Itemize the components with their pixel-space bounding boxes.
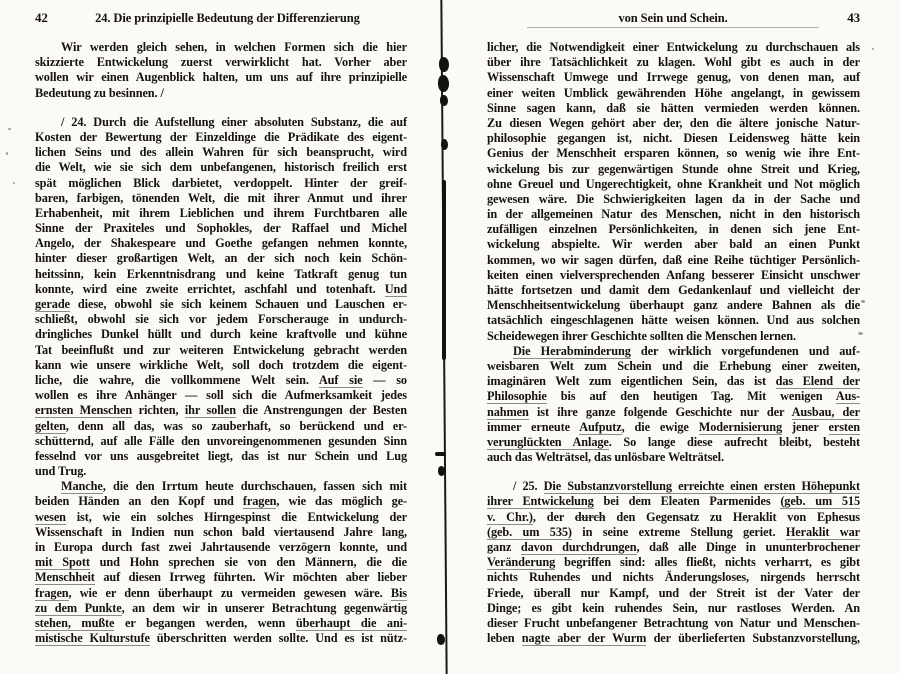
text-line: Tat beeinflußt und zur weiteren Entwickelung gebracht werden — [35, 342, 407, 357]
text-line: mistische Kulturstufe überschritten werden sollte. Und es ist nütz- — [35, 631, 407, 646]
text-line: auch das Welträtsel, das unlösbare Welträtsel. — [487, 450, 724, 465]
scan-speck — [8, 128, 11, 130]
text-line: in Europa durch fast zwei Jahrtausende verzögern konnte, und — [35, 540, 407, 554]
text-line: Philosophie bis auf den heutigen Tag. Mit wenigen Aus- — [487, 389, 860, 404]
ink-blob — [442, 180, 446, 360]
running-title-left: 24. Die prinzipielle Bedeutung der Differenzierung — [95, 11, 360, 25]
text-line: hinter dieser großartigen Welt, an der sich noch kein Schön- — [35, 251, 407, 266]
text-line: leben nagte aber der Wurm der überlieferten Substanzvorstellung, — [487, 631, 860, 646]
text-line: / 25. Die Substanzvorstellung erreichte einen ersten Höhepunkt — [513, 479, 860, 494]
text-line: fragen, wie er denn überhaupt zu vermeiden gewesen wäre. Bis — [35, 585, 407, 600]
text-line: mit Spott und Hohn sprechen sie von den Männern, die die — [35, 555, 407, 570]
text-line: fesselnd vor uns ausgebreitet liegt, das ist nur Schein und Lug — [35, 448, 407, 463]
text-line: wollen wir einen Augenblick halten, um uns auf ihre prinzipielle — [35, 70, 407, 85]
ink-blob — [441, 139, 448, 150]
text-line: Friede, überall nur Kampf, und der Streit ist der Vater der — [487, 585, 860, 600]
text-line: Erhabenheit, mit ihrem Lieblichen und ihrem Furchtbaren alle — [35, 205, 407, 220]
text-line: Die Herabminderung der wirklich vorgefundenen und auf- — [513, 343, 860, 358]
text-line: keiten einen vielversprechenden Anfang besserer Einsicht unschwer — [487, 267, 860, 282]
text-line: Wir werden gleich sehen, in welchen Formen sich die hier — [61, 40, 407, 54]
text-line: wollen es ihre Anhänger — soll sich die Aufmerksamkeit jedes — [35, 388, 407, 403]
paragraph — [487, 344, 860, 466]
text-line: Sinne der Praxiteles und Sophokles, der Raffael und Michel — [35, 221, 407, 236]
page-number-left: 42 — [35, 10, 48, 25]
text-line: zufälligen einzelnen Persönlichkeiten, in denen sich jene Ent- — [487, 222, 860, 237]
text-line: weisbaren Welt zum Schein und die Erhebung einer zweiten, — [487, 358, 860, 373]
scan-speck — [861, 300, 865, 303]
text-line: zu dem Punkte, an dem wir in unserer Betrachtung gegenwärtig — [35, 600, 407, 615]
running-title-right: von Sein und Schein. — [527, 11, 819, 28]
text-line: über ihre Tatsächlichkeit zu klagen. Wohl gibt es auch in der — [487, 55, 860, 70]
scan-speck — [858, 332, 863, 335]
running-header-left — [35, 10, 407, 26]
text-line: und Trug. — [35, 464, 87, 479]
text-line: tatsächlich eingeschlagenen hätte weisen können. Und aus solchen — [487, 313, 860, 328]
text-line: gerade diese, obwohl sie sich keinem Schauen und Lauschen er- — [35, 297, 407, 311]
text-line: Menschheitsentwickelung überhaupt ganz andere Bahnen als die — [487, 298, 860, 313]
text-line: ernsten Menschen richten, ihr sollen die Anstrengungen der Besten — [35, 403, 407, 418]
ink-blob — [435, 452, 446, 456]
text-line: baren, farbigen, tönenden Welt, die mit ihrer Anmut und ihrer — [35, 190, 407, 205]
text-line: Kosten der Bewertung der Einzeldinge die Prädikate des eigent- — [35, 129, 407, 144]
paragraph — [35, 479, 407, 646]
text-line: ihrer Entwickelung bei dem Eleaten Parmenides (geb. um 515 — [487, 494, 861, 509]
text-line: ganz davon durchdrungen, daß alle Dinge in ununterbrochener — [487, 540, 860, 554]
text-line: nahmen ist ihre ganze folgende Geschichte nur der Ausbau, der — [487, 404, 860, 419]
text-line: Manche, die den Irrtum heute durchschauen, fassen sich mit — [61, 479, 407, 494]
ink-blob — [440, 95, 448, 106]
scan-speck — [13, 182, 15, 184]
text-column-left — [35, 40, 407, 646]
ink-blob — [437, 634, 445, 645]
text-line: v. Chr.), der durch den Gegensatz zu Heraklit von Ephesus — [487, 509, 860, 524]
scan-speck — [872, 48, 874, 50]
text-line: Dinge; es gibt kein ruhendes Sein, nur rastloses Werden. An — [487, 600, 860, 615]
page-right — [450, 0, 900, 674]
text-line: wickelung abspielte. Wir werden aber bald an einen Punkt — [487, 237, 860, 252]
text-line: einer weiten Umblick gewährenden Höhe angelangt, in gewissem — [487, 85, 860, 100]
text-column-right — [487, 40, 860, 646]
text-line: Veränderung begriffen sind: alles fließt, nichts verharrt, es gibt — [487, 555, 860, 570]
ink-blob — [438, 75, 449, 92]
text-line: / 24. Durch die Aufstellung einer absoluten Substanz, die auf — [61, 114, 407, 129]
text-line: Zu diesen Wegen gehört aber der, den die ältere jonische Natur- — [487, 115, 860, 130]
text-line: gewesen wäre. Die Schwierigkeiten lagen da in der Sache und — [487, 191, 860, 206]
text-line: hätte fortsetzen und damit dem Gedankenlauf und vielleicht der — [487, 283, 860, 297]
paragraph — [487, 479, 860, 646]
text-line: heitssinn, kein Erkenntnisdrang und keine Tatkraft genug tun — [35, 266, 407, 281]
text-line: dieser Frucht unbefangener Betrachtung von Natur und Menschen- — [487, 615, 860, 630]
text-line: die Welt, wie sie sich dem unbefangenen, historisch freilich erst — [35, 160, 407, 175]
text-line: konnte, wird eine zweite errichtet, aschfahl und totenhaft. Und — [35, 281, 407, 296]
text-line: beiden Händen an den Kopf und fragen, wie das möglich ge- — [35, 494, 407, 509]
text-line: Wissenschaft in Indien nun schon bald viertausend Jahre lang, — [35, 524, 407, 539]
text-line: skizzierte Entwickelung zuerst verwirklicht hat. Vorher aber — [35, 55, 407, 70]
text-line: Genius der Menschheit ersparen können, so wenig wie ihre Ent- — [487, 146, 860, 161]
ink-blob — [439, 57, 449, 72]
text-line: kommen, wo wir sagen dürfen, daß eine Reihe tüchtiger Persönlich- — [487, 252, 860, 267]
page-number-right: 43 — [847, 10, 860, 25]
text-line: Bedeutung zu besinnen. / — [35, 85, 164, 100]
paragraph — [487, 40, 860, 344]
text-line: spät möglichen Blick darbietet, verdoppelt. Hinter der greif- — [35, 175, 407, 190]
paragraph — [35, 115, 407, 480]
text-line: Menschheit auf diesen Irrweg führten. Wir möchten aber lieber — [35, 570, 407, 585]
text-line: schließt, obwohl sie sich vor jedem Forscherauge in undurch- — [35, 312, 407, 327]
text-line: licher, die Notwendigkeit einer Entwickelung zu durchschauen als — [487, 40, 860, 54]
paragraph — [35, 40, 407, 101]
text-line: immer erneute Aufputz, die ewige Modernisierung jener ersten — [487, 419, 861, 434]
text-line: Wissenschaft Umwege und Irrwege genug, von denen man, auf — [487, 70, 860, 85]
text-line: liche, die wahre, die vollkommene Welt sein. Auf sie — so — [35, 372, 407, 387]
text-line: (geb. um 535) in seine extreme Stellung geriet. Heraklit war — [487, 524, 860, 539]
text-line: ohne Greuel und Ungerechtigkeit, ohne Krankheit und Not möglich — [487, 176, 860, 191]
text-line: Sinne sagen kann, daß sie hätten vermieden werden können. — [487, 100, 860, 115]
text-line: Scheidewegen ihrer Geschichte sollten die Menschen lernen. — [487, 328, 796, 343]
text-line: stehen, mußte er begangen werden, wenn überhaupt die ani- — [35, 615, 407, 630]
text-line: dringliches Dunkel hüllt und durch keine kraftvolle und kühne — [35, 327, 407, 342]
text-line: gelten, denn all das, was so zauberhaft, so berückend und er- — [35, 418, 407, 433]
scan-speck — [6, 152, 8, 155]
text-line: nichts Ruhendes und nichts Änderungsloses, nirgends herrscht — [487, 570, 860, 585]
text-line: wickelung bis zur gegenwärtigen Stunde ohne Streit und Krieg, — [487, 161, 860, 176]
ink-blob — [438, 466, 445, 476]
text-line: schütternd, auf alle Fälle den unvoreingenommenen gesunden Sinn — [35, 433, 407, 448]
text-line: imaginären Welt zum eigentlichen Sein, das ist das Elend der — [487, 374, 860, 389]
text-line: philosophie gegangen ist, nicht. Diesen Leidensweg hätte kein — [487, 131, 860, 146]
text-line: Angelo, der Shakespeare und Goethe gefangen nehmen konnte, — [35, 236, 407, 251]
text-line: lichen Seins und des allein Wahren für sich beansprucht, wird — [35, 145, 407, 160]
text-line: verunglückten Anlage. So lange diese aufrecht bleibt, besteht — [487, 434, 861, 449]
text-line: kann wie unsere wirkliche Welt, soll doch trotzdem die eigent- — [35, 357, 407, 372]
text-line: wesen ist, wie ein solches Hirngespinst die Entwickelung der — [35, 509, 407, 524]
text-line: in der allgemeinen Natur des Menschen, nicht in den historisch — [487, 207, 860, 222]
running-header-right — [487, 10, 860, 26]
